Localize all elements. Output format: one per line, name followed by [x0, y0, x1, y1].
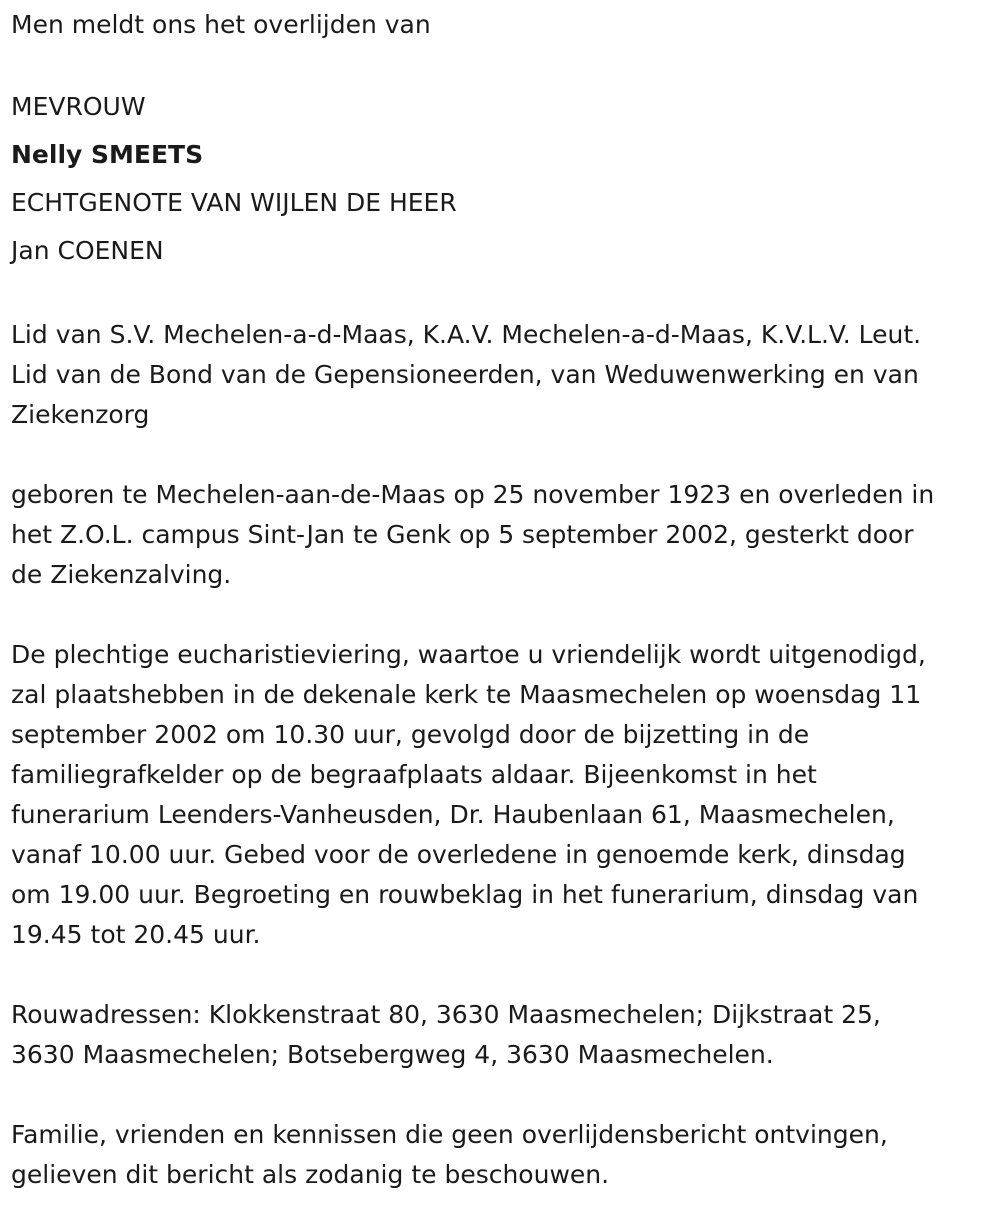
- paragraph-line: Lid van S.V. Mechelen-a-d-Maas, K.A.V. Mechelen-a-d-Maas, K.V.L.V. Leut.: [11, 320, 922, 349]
- paragraph-line: familiegrafkelder op de begraafplaats aldaar. Bijeenkomst in het: [11, 760, 817, 789]
- relation-line: ECHTGENOTE VAN WIJLEN DE HEER: [11, 188, 457, 217]
- paragraph-line: Familie, vrienden en kennissen die geen overlijdensbericht ontvingen,: [11, 1120, 888, 1149]
- spacer: [11, 45, 991, 83]
- paragraph-line: geboren te Mechelen-aan-de-Maas op 25 november 1923 en overleden in: [11, 480, 935, 509]
- intro-line: Men meldt ons het overlijden van: [11, 10, 431, 39]
- paragraph-line: Rouwadressen: Klokkenstraat 80, 3630 Maasmechelen; Dijkstraat 25,: [11, 1000, 881, 1029]
- paragraph-line: funerarium Leenders-Vanheusden, Dr. Haubenlaan 61, Maasmechelen,: [11, 800, 895, 829]
- paragraph-line: vanaf 10.00 uur. Gebed voor de overledene in genoemde kerk, dinsdag: [11, 840, 906, 869]
- birth-death-paragraph: [11, 475, 991, 595]
- paragraph-line: 19.45 tot 20.45 uur.: [11, 920, 261, 949]
- paragraph-line: september 2002 om 10.30 uur, gevolgd door de bijzetting in de: [11, 720, 810, 749]
- ceremony-paragraph: [11, 635, 991, 955]
- paragraph-line: Ziekenzorg: [11, 400, 150, 429]
- spacer: [11, 435, 991, 475]
- spouse-name: Jan COENEN: [11, 236, 164, 265]
- paragraph-line: 3630 Maasmechelen; Botsebergweg 4, 3630 Maasmechelen.: [11, 1040, 774, 1069]
- paragraph-line: om 19.00 uur. Begroeting en rouwbeklag in het funerarium, dinsdag van: [11, 880, 919, 909]
- paragraph-line: het Z.O.L. campus Sint-Jan te Genk op 5 september 2002, gesterkt door: [11, 520, 914, 549]
- spacer: [11, 275, 991, 315]
- obituary-notice: [11, 5, 991, 1195]
- addresses-paragraph: [11, 995, 991, 1075]
- deceased-heading: [11, 83, 991, 275]
- closing-paragraph: [11, 1115, 991, 1195]
- paragraph-line: zal plaatshebben in de dekenale kerk te Maasmechelen op woensdag 11: [11, 680, 922, 709]
- paragraph-line: de Ziekenzalving.: [11, 560, 232, 589]
- memberships-paragraph: [11, 315, 991, 435]
- paragraph-line: Lid van de Bond van de Gepensioneerden, van Weduwenwerking en van: [11, 360, 919, 389]
- paragraph-line: De plechtige eucharistieviering, waartoe u vriendelijk wordt uitgenodigd,: [11, 640, 926, 669]
- deceased-name: Nelly SMEETS: [11, 140, 204, 169]
- spacer: [11, 595, 991, 635]
- spacer: [11, 955, 991, 995]
- spacer: [11, 1075, 991, 1115]
- paragraph-line: gelieven dit bericht als zodanig te beschouwen.: [11, 1160, 610, 1189]
- honorific: MEVROUW: [11, 92, 146, 121]
